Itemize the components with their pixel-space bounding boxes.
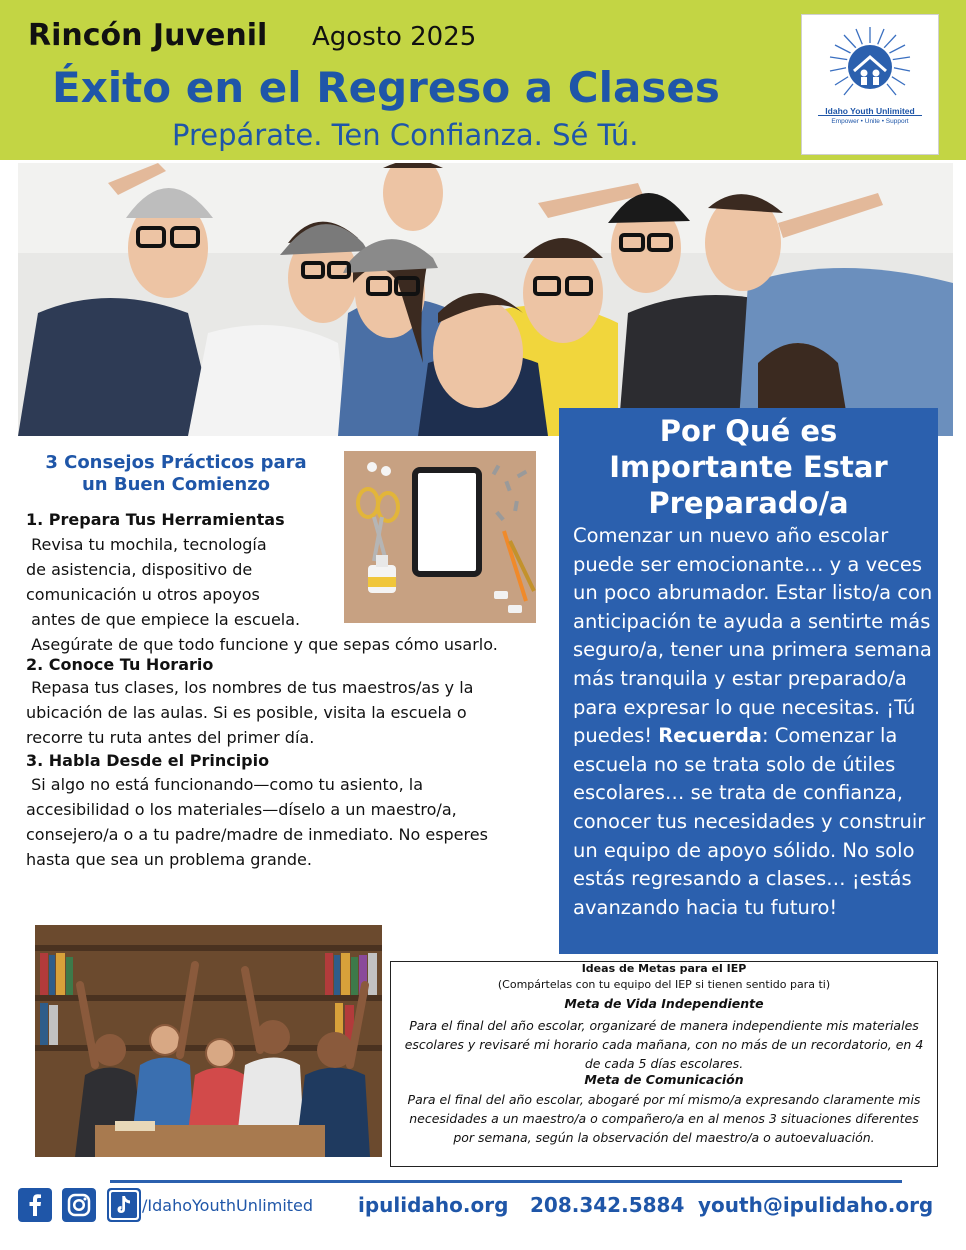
- why-title-line: Importante Estar: [609, 450, 888, 484]
- page-headline: Éxito en el Regreso a Clases: [52, 63, 720, 112]
- remember-text: : Comenzar la escuela no se trata solo de útiles escolares… se trata de confianza, conocer tus necesidades y construir un equipo de apoyo sólido. No solo estás regresando a clases… ¡estás avanzando hacia tu futuro!: [573, 724, 926, 919]
- footer-divider: [110, 1180, 902, 1183]
- why-title-line: Por Qué es: [659, 414, 838, 448]
- facebook-icon[interactable]: [18, 1188, 52, 1222]
- tip-line: Asegúrate de que todo funcione y que sepas cómo usarlo.: [26, 635, 498, 654]
- email-link[interactable]: youth@ipulidaho.org: [698, 1193, 934, 1217]
- why-box-body: [573, 522, 933, 922]
- tips-heading-line: 3 Consejos Prácticos para: [45, 452, 307, 473]
- iep-goal-1-body: Para el final del año escolar, organizaré de manera independiente mis materiales escolares y revisaré mi horario cada mañana, con no más de un recordatorio, en 4 de cada 5 días escolares.: [404, 1018, 924, 1071]
- tips-heading: [26, 452, 326, 496]
- logo-emblem-icon: [802, 15, 938, 154]
- tiktok-icon[interactable]: [107, 1188, 141, 1222]
- tip-line: Si algo no está funcionando—como tu asiento, la: [26, 775, 423, 794]
- tip-line: consejero/a o a tu padre/madre de inmediato. No esperes: [26, 825, 488, 844]
- why-preparation-box: [559, 408, 938, 954]
- instagram-icon[interactable]: [62, 1188, 96, 1222]
- iep-subtitle: (Compártelas con tu equipo del IEP si tienen sentido para ti): [497, 978, 831, 991]
- logo-name: Idaho Youth Unlimited: [825, 106, 915, 116]
- tip-line: de asistencia, dispositivo de: [26, 560, 253, 579]
- celebrating-students-photo: [35, 925, 382, 1157]
- iep-title: Ideas de Metas para el IEP: [581, 962, 747, 975]
- tip-1-title: 1. Prepara Tus Herramientas: [26, 510, 285, 529]
- newsletter-title: Rincón Juvenil: [28, 18, 268, 53]
- logo-tagline: Empower • Unite • Support: [831, 118, 909, 125]
- phone-number[interactable]: 208.342.5884: [530, 1193, 685, 1217]
- tip-line: hasta que sea un problema grande.: [26, 850, 312, 869]
- tip-line: comunicación u otros apoyos: [26, 585, 260, 604]
- tip-line: accesibilidad o los materiales—díselo a un maestro/a,: [26, 800, 457, 819]
- tip-1-body: [26, 532, 566, 657]
- page-tagline: Prepárate. Ten Confianza. Sé Tú.: [172, 118, 639, 152]
- iep-goal-2-title: Meta de Comunicación: [584, 1072, 744, 1087]
- iep-goal-1-title: Meta de Vida Independiente: [564, 996, 764, 1011]
- tip-3-title: 3. Habla Desde el Principio: [26, 751, 270, 770]
- why-title-line: Preparado/a: [648, 486, 849, 520]
- issue-date: Agosto 2025: [312, 22, 477, 52]
- why-box-title: [559, 413, 938, 521]
- tip-line: recorre tu ruta antes del primer día.: [26, 728, 315, 747]
- tip-2-title: 2. Conoce Tu Horario: [26, 655, 214, 674]
- tip-3-body: [26, 772, 566, 872]
- tips-heading-line: un Buen Comienzo: [81, 474, 271, 495]
- hero-photo-teens: [18, 163, 953, 436]
- tip-2-body: [26, 675, 566, 750]
- why-paragraph: Comenzar un nuevo año escolar puede ser emocionante… y a veces un poco abrumador. Estar listo/a con anticipación te ayuda a sentirte más seguro/a, tener una primera semana más tranquila y estar preparado/a para expresar lo que necesitas. ¡Tú puedes!: [573, 524, 933, 748]
- website-link[interactable]: ipulidaho.org: [358, 1193, 509, 1217]
- tip-line: antes de que empiece la escuela.: [26, 610, 301, 629]
- remember-label: Recuerda: [658, 724, 762, 748]
- organization-logo: [801, 14, 939, 155]
- iep-goals-box: [390, 961, 938, 1167]
- social-handle[interactable]: /IdahoYouthUnlimited: [142, 1196, 314, 1215]
- iep-goal-2-body: Para el final del año escolar, abogaré por mí mismo/a expresando claramente mis necesidades a un maestro/a o compañero/a en al menos 3 situaciones diferentes por semana, según la observación del maestro/a o autoevaluación.: [407, 1092, 921, 1145]
- tip-line: ubicación de las aulas. Si es posible, visita la escuela o: [26, 703, 467, 722]
- tip-line: Repasa tus clases, los nombres de tus maestros/as y la: [26, 678, 474, 697]
- tip-line: Revisa tu mochila, tecnología: [26, 535, 267, 554]
